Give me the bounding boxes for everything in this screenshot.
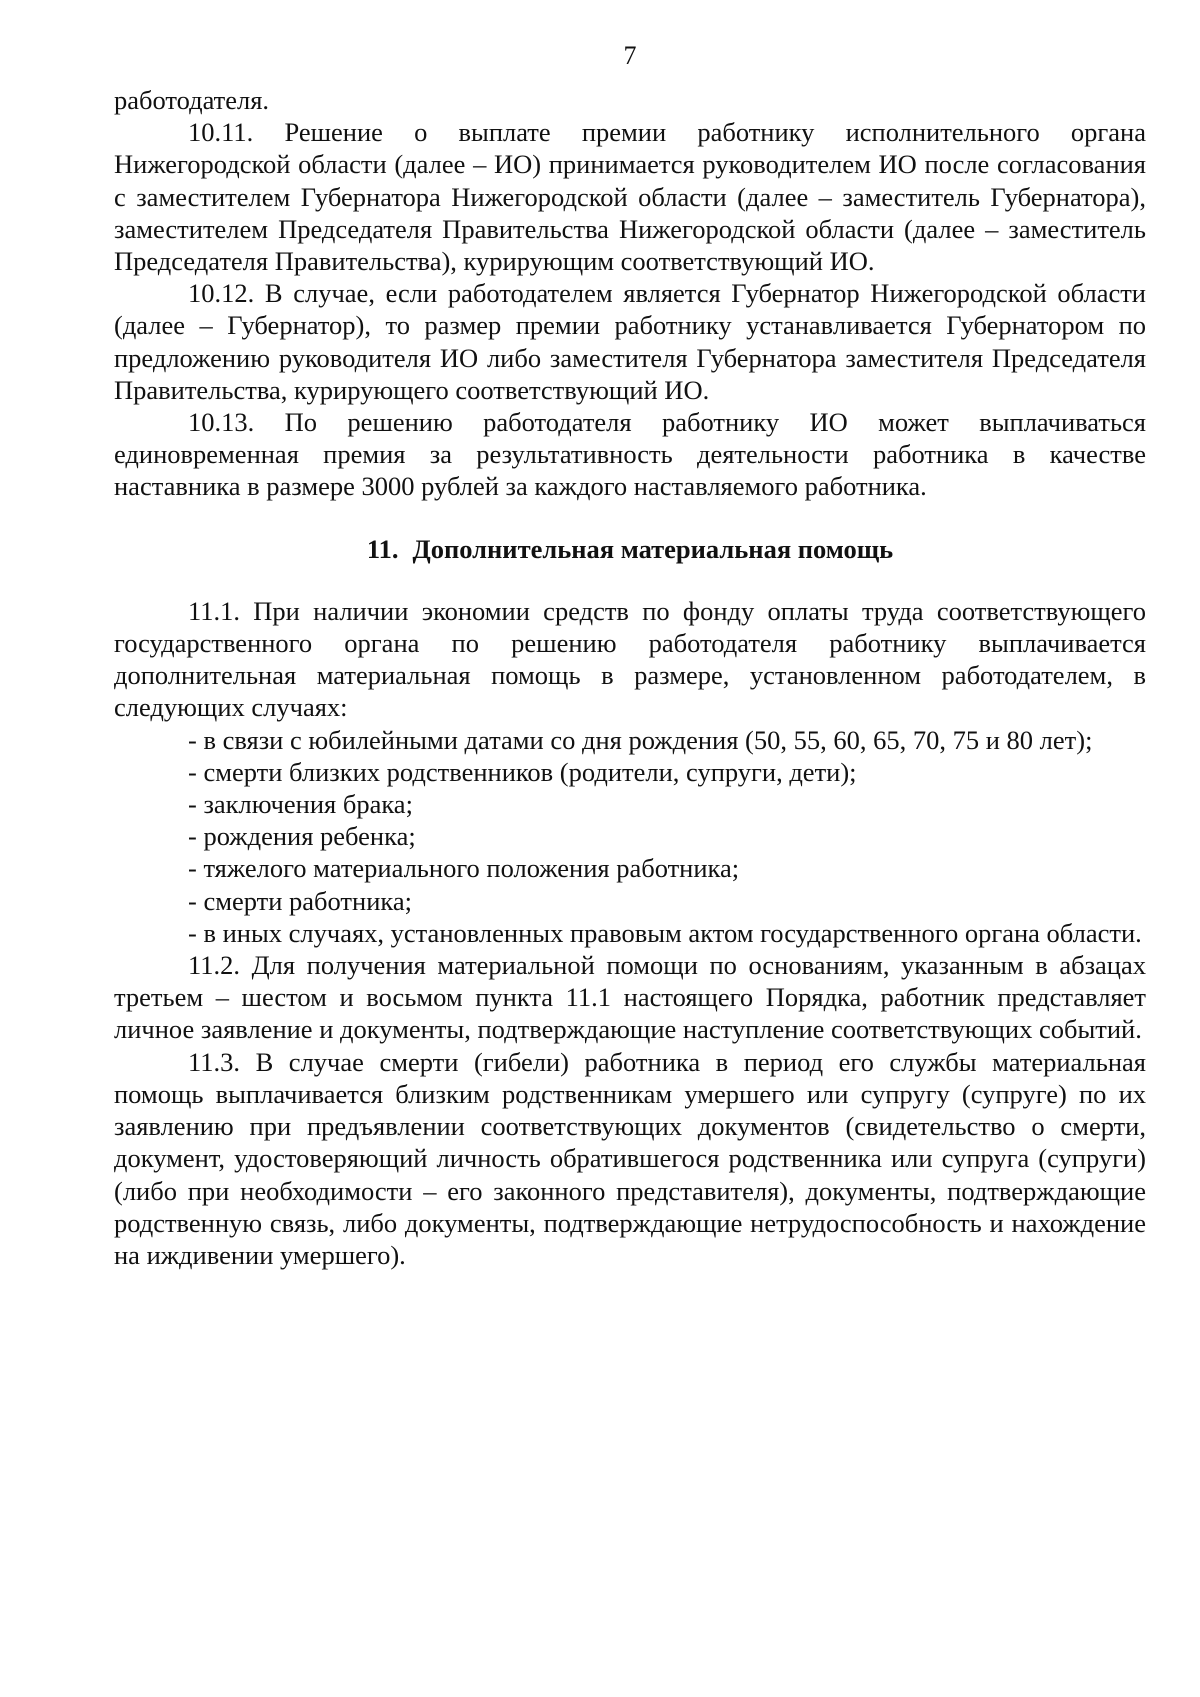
list-item: - в иных случаях, установленных правовым актом государственного органа области. bbox=[188, 917, 1142, 948]
list-item: - рождения ребенка; bbox=[188, 821, 416, 852]
list-item: - смерти близких родственников (родители, супруги, дети); bbox=[188, 756, 857, 787]
document-body bbox=[114, 84, 1146, 1271]
paragraph-10-12: 10.12. В случае, если работодателем является Губернатор Нижегородской области (далее – Губернатор), то размер премии работнику устанавливается Губернатором по предложению руководителя ИО либо заместителя Губернатора заместителя Председателя Правительства, курирующего соответствующий ИО. bbox=[114, 278, 1146, 405]
list-item: - тяжелого материального положения работника; bbox=[188, 853, 740, 884]
paragraph-11-1: 11.1. При наличии экономии средств по фонду оплаты труда соответствующего государственного органа по решению работодателя работнику выплачивается дополнительная материальная помощь в размере, установленном работодателем, в следующих случаях: bbox=[114, 595, 1146, 723]
section-number: 11. bbox=[366, 533, 399, 564]
section-title: Дополнительная материальная помощь bbox=[412, 533, 894, 564]
list-item: - в связи с юбилейными датами со дня рождения (50, 55, 60, 65, 70, 75 и 80 лет); bbox=[188, 724, 1093, 755]
page-number: 7 bbox=[623, 41, 637, 70]
section-heading bbox=[114, 533, 1146, 565]
paragraph-10-11: 10.11. Решение о выплате премии работнику исполнительного органа Нижегородской области (далее – ИО) принимается руководителем ИО после согласования с заместителем Губернатора Нижегородской области (далее – заместитель Губернатора), заместителем Председателя Правительства Нижегородской области (далее – заместитель Председателя Правительства), курирующим соответствующий ИО. bbox=[114, 117, 1146, 277]
paragraph-11-2: 11.2. Для получения материальной помощи по основаниям, указанным в абзацах третьем – шестом и восьмом пункта 11.1 настоящего Порядка, работник представляет личное заявление и документы, подтверждающие наступление соответствующих событий. bbox=[114, 950, 1146, 1045]
list-item: - смерти работника; bbox=[188, 885, 412, 916]
list-item: - заключения брака; bbox=[188, 789, 413, 820]
paragraph: работодателя. bbox=[114, 85, 270, 115]
paragraph-10-13: 10.13. По решению работодателя работнику ИО может выплачиваться единовременная премия за результативность деятельности работника в качестве наставника в размере 3000 рублей за каждого наставляемого работника. bbox=[114, 407, 1146, 502]
paragraph-11-3: 11.3. В случае смерти (гибели) работника в период его службы материальная помощь выплачивается близким родственникам умершего или супругу (супруге) по их заявлению при предъявлении соответствующих документов (свидетельство о смерти, документ, удостоверяющий личность обратившегося родственника или супруга (супруги) (либо при необходимости – его законного представителя), документы, подтверждающие родственную связь, либо документы, подтверждающие нетрудоспособность и нахождение на иждивении умершего). bbox=[114, 1046, 1146, 1270]
